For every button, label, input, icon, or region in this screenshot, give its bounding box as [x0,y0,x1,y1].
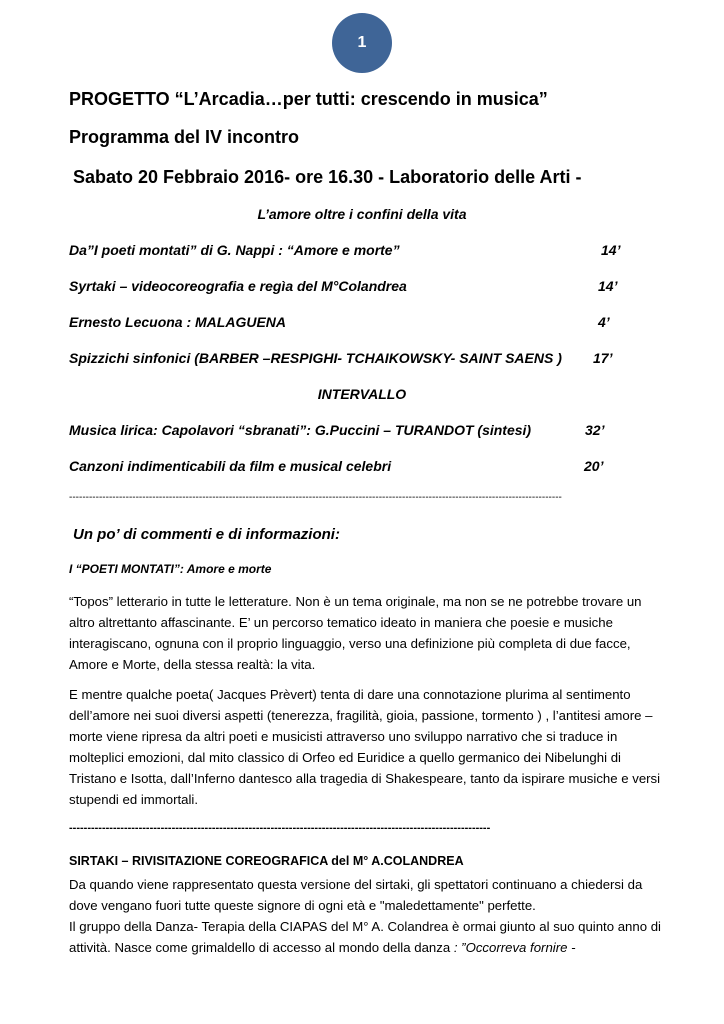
program-theme: L’amore oltre i confini della vita [257,206,467,222]
poets-paragraph-1: “Topos” letterario in tutte le letterature. Non è un tema originale, ma non se ne potrebbe trovare un altro altrettanto affascinante. E’ un percorso tematico ideato in maniera che poesie e musiche interagiscano, ognuna con il proprio linguaggio, verso una definizione più completa di due facce, Amore e Morte, della stessa realtà: la vita. [69,594,642,672]
program-item-duration: 14’ [598,278,618,294]
sirtaki-paragraph-1: Da quando viene rappresentato questa versione del sirtaki, gli spettatori continuano a chiedersi da dove vengano fuori tutte queste signore di ogni età e "maledettamente" perfette. [69,877,643,913]
section-title-sirtaki: SIRTAKI – RIVISITAZIONE COREOGRAFICA del M° A.COLANDREA [69,854,464,868]
program-item-duration: 32’ [585,422,605,438]
program-item-duration: 4’ [598,314,610,330]
section-title-poets: I “POETI MONTATI”: Amore e morte [69,562,272,576]
poets-paragraph-2: E mentre qualche poeta( Jacques Prèvert) tenta di dare una connotazione plurima al sentimento dell’amore nei suoi diversi aspetti (tenerezza, fragilità, gioia, passione, tormento ) , l’antitesi amore –morte viene ripresa da altri poeti e musicisti attraverso uno sviluppo narrativo che si traduce in molteplici emozioni, dal mito classico di Orfeo ed Euridice a quello germanico dei Nibelunghi di Tristano e Isotta, dall’Inferno dantesco alla tragedia di Shakespeare, tanto da ispirare musiche e versi stupendi ed immortali. [69,687,661,807]
sirtaki-paragraph-2-text: Il gruppo della Danza- Terapia della CIAPAS del M° A. Colandrea è ormai giunto al suo quinto anno di attività. Nasce come grimaldello di accesso al mondo della danza [69,919,661,955]
program-item: Syrtaki – videocoreografia e regìa del M°Colandrea [69,278,407,294]
program-item: Ernesto Lecuona : MALAGUENA [69,314,287,330]
program-item-duration: 20’ [584,458,604,474]
sirtaki-paragraph-2 [69,916,664,958]
program-item-duration: 14’ [601,242,621,258]
separator-line-bold: ------------------------------------------------------------------------------------------------------------------- [69,822,491,834]
page-number-badge: 1 [332,13,392,73]
separator-line: ---------------------------------------------------------------------------------------------------------------------------------------------------- [69,492,562,503]
sirtaki-quote: : ”Occorreva fornire - [453,940,576,955]
program-item: Canzoni indimenticabili da film e musical celebri [69,458,392,474]
program-item: Musica lirica: Capolavori “sbranati”: G.Puccini – TURANDOT (sintesi) [69,422,532,438]
comments-heading: Un po’ di commenti e di informazioni: [73,526,340,543]
program-title: Programma del IV incontro [69,127,300,147]
program-item: Da”I poeti montati” di G. Nappi : “Amore e morte” [69,242,400,258]
program-item: Spizzichi sinfonici (BARBER –RESPIGHI- TCHAIKOWSKY- SAINT SAENS ) [69,350,562,366]
project-title: PROGETTO “L’Arcadia…per tutti: crescendo in musica” [69,89,548,109]
interval-label: INTERVALLO [317,386,407,402]
date-line: Sabato 20 Febbraio 2016- ore 16.30 - Laboratorio delle Arti - [73,167,582,187]
program-item-duration: 17’ [593,350,613,366]
